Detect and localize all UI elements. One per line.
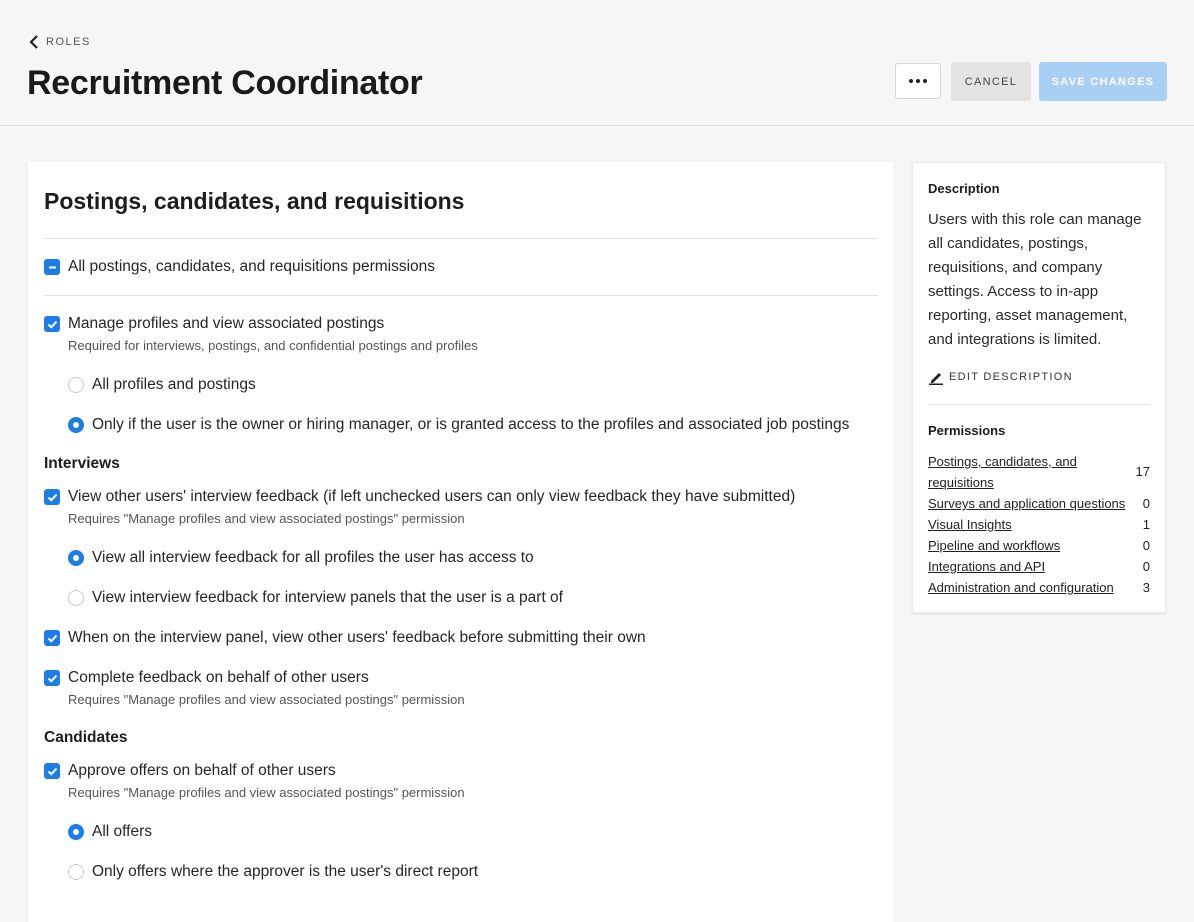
- view-feedback-checkbox[interactable]: [44, 489, 60, 505]
- radio-button[interactable]: [68, 377, 84, 393]
- approve-offers-sub: Requires "Manage profiles and view associated postings" permission: [68, 785, 465, 800]
- manage-profiles-checkbox[interactable]: [44, 316, 60, 332]
- back-to-roles-link[interactable]: [28, 34, 91, 50]
- permission-link[interactable]: Surveys and application questions: [928, 496, 1126, 511]
- permission-summary-row: [928, 577, 1150, 598]
- permission-link[interactable]: Visual Insights: [928, 517, 1012, 532]
- pencil-icon: [928, 369, 944, 385]
- manage-profiles-row[interactable]: [44, 315, 384, 333]
- permission-summary-row: [928, 493, 1150, 514]
- candidates-heading: Candidates: [44, 729, 128, 746]
- edit-description-link[interactable]: [928, 369, 1073, 385]
- permission-summary-row: [928, 451, 1150, 493]
- divider: [44, 238, 878, 239]
- complete-behalf-row[interactable]: [44, 669, 369, 687]
- check-icon: [47, 673, 58, 684]
- permissions-card: [28, 162, 894, 922]
- radio-button[interactable]: [68, 864, 84, 880]
- more-icon: [909, 79, 927, 83]
- radio-label: View interview feedback for interview panels that the user is a part of: [92, 589, 563, 606]
- check-icon: [47, 492, 58, 503]
- view-feedback-row[interactable]: [44, 488, 795, 506]
- permission-summary-row: [928, 556, 1150, 577]
- permission-count: 1: [1142, 517, 1150, 532]
- radio-direct-report[interactable]: [68, 863, 478, 881]
- complete-behalf-label: Complete feedback on behalf of other users: [68, 669, 369, 686]
- indeterminate-checkbox[interactable]: [44, 259, 60, 275]
- radio-all-feedback[interactable]: [68, 549, 534, 567]
- page-title: Recruitment Coordinator: [27, 64, 423, 102]
- back-label: ROLES: [46, 36, 91, 48]
- radio-button[interactable]: [68, 590, 84, 606]
- divider: [44, 295, 878, 296]
- before-submit-row[interactable]: [44, 629, 646, 647]
- radio-label: Only if the user is the owner or hiring manager, or is granted access to the profiles and associated job postings: [92, 416, 850, 433]
- before-submit-label: When on the interview panel, view other users' feedback before submitting their own: [68, 629, 646, 646]
- description-text: Users with this role can manage all candidates, postings, requisitions, and company settings. Access to in-app reporting, asset management, and integrations is limited.: [928, 211, 1142, 348]
- permission-link[interactable]: Pipeline and workflows: [928, 538, 1061, 553]
- radio-label: All offers: [92, 823, 153, 840]
- permission-count: 17: [1135, 464, 1150, 479]
- radio-label: Only offers where the approver is the user's direct report: [92, 863, 479, 880]
- radio-label: All profiles and postings: [92, 376, 256, 393]
- radio-owner-only[interactable]: [68, 416, 849, 434]
- permissions-heading: Permissions: [928, 423, 1006, 438]
- more-options-button[interactable]: [895, 63, 941, 99]
- cancel-button[interactable]: CANCEL: [951, 62, 1031, 101]
- check-icon: [47, 319, 58, 330]
- section-title: Postings, candidates, and requisitions: [44, 188, 465, 214]
- interviews-heading: Interviews: [44, 455, 120, 472]
- permission-count: 3: [1142, 580, 1150, 595]
- permission-summary-row: [928, 535, 1150, 556]
- all-permissions-label: All postings, candidates, and requisitions permissions: [68, 258, 436, 275]
- role-summary-card: [912, 162, 1166, 613]
- edit-description-label: EDIT DESCRIPTION: [949, 371, 1073, 383]
- before-submit-checkbox[interactable]: [44, 630, 60, 646]
- chevron-left-icon: [28, 34, 40, 50]
- complete-behalf-checkbox[interactable]: [44, 670, 60, 686]
- radio-button-selected[interactable]: [68, 417, 84, 433]
- permission-summary-row: [928, 514, 1150, 535]
- minus-icon: [47, 262, 58, 273]
- permission-link[interactable]: Postings, candidates, and requisitions: [928, 454, 1077, 490]
- manage-profiles-label: Manage profiles and view associated postings: [68, 315, 385, 332]
- radio-button-selected[interactable]: [68, 824, 84, 840]
- radio-panel-feedback[interactable]: [68, 589, 563, 607]
- permission-count: 0: [1142, 559, 1150, 574]
- manage-profiles-sub: Required for interviews, postings, and confidential postings and profiles: [68, 338, 478, 353]
- page-header: [0, 0, 1194, 126]
- save-changes-button[interactable]: SAVE CHANGES: [1039, 62, 1167, 101]
- permission-link[interactable]: Administration and configuration: [928, 580, 1114, 595]
- description-heading: Description: [928, 181, 1000, 196]
- permission-count: 0: [1142, 538, 1150, 553]
- radio-all-offers[interactable]: [68, 823, 152, 841]
- divider: [928, 404, 1150, 405]
- approve-offers-label: Approve offers on behalf of other users: [68, 762, 336, 779]
- view-feedback-label: View other users' interview feedback (if left unchecked users can only view feedback they have submitted): [68, 488, 796, 505]
- check-icon: [47, 766, 58, 777]
- radio-label: View all interview feedback for all profiles the user has access to: [92, 549, 534, 566]
- permission-link[interactable]: Integrations and API: [928, 559, 1046, 574]
- complete-behalf-sub: Requires "Manage profiles and view associated postings" permission: [68, 692, 465, 707]
- radio-all-profiles[interactable]: [68, 376, 256, 394]
- approve-offers-row[interactable]: [44, 762, 336, 780]
- check-icon: [47, 633, 58, 644]
- view-feedback-sub: Requires "Manage profiles and view associated postings" permission: [68, 511, 465, 526]
- approve-offers-checkbox[interactable]: [44, 763, 60, 779]
- radio-button-selected[interactable]: [68, 550, 84, 566]
- permission-count: 0: [1142, 496, 1150, 511]
- all-permissions-row[interactable]: [44, 258, 435, 276]
